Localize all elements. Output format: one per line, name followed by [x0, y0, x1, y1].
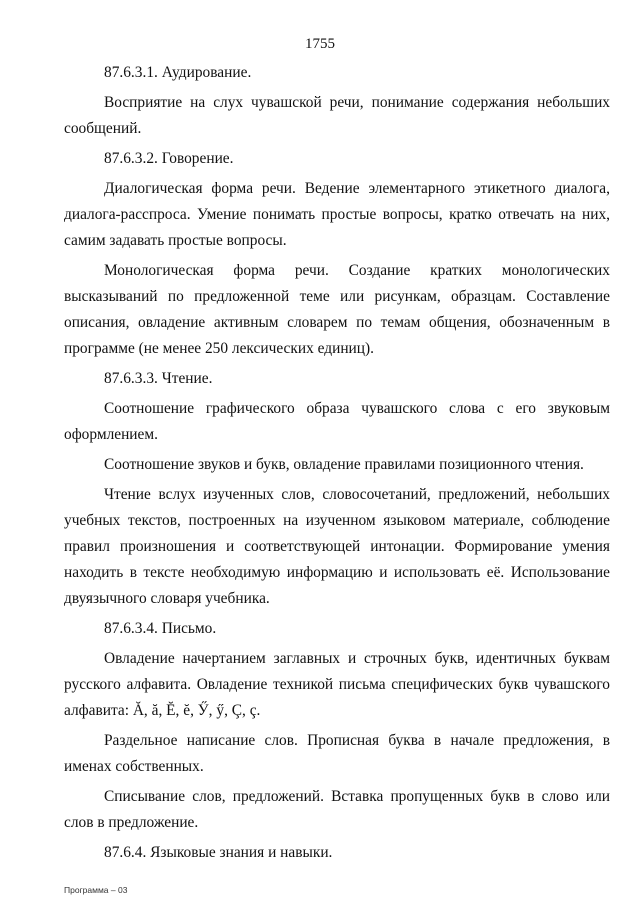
- paragraph: Раздельное написание слов. Прописная буква в начале предложения, в именах собственных.: [64, 732, 610, 775]
- page-footer: Программа – 03: [64, 885, 128, 895]
- section-heading: 87.6.3.4. Письмо.: [104, 620, 217, 637]
- paragraph: Восприятие на слух чувашской речи, понимание содержания небольших сообщений.: [64, 94, 610, 137]
- section-heading: 87.6.4. Языковые знания и навыки.: [104, 844, 333, 861]
- paragraph: Соотношение звуков и букв, овладение правилами позиционного чтения.: [104, 456, 584, 473]
- paragraph: Чтение вслух изученных слов, словосочетаний, предложений, небольших учебных текстов, построенных на изученном языковом материале, соблюдение правил произношения и соответствующей интонации. Формирование умения находить в тексте необходимую информацию и использовать её. Использование двуязычного словаря учебника.: [64, 486, 610, 607]
- paragraph: Монологическая форма речи. Создание кратких монологических высказываний по предложенной теме или рисункам, образцам. Составление описания, овладение активным словарем по темам общения, обозначенным в программе (не менее 250 лексических единиц).: [64, 262, 610, 357]
- paragraph: Диалогическая форма речи. Ведение элементарного этикетного диалога, диалога-расспроса. Умение понимать простые вопросы, кратко отвечать на них, самим задавать простые вопросы.: [64, 180, 610, 249]
- section-heading: 87.6.3.3. Чтение.: [104, 370, 213, 387]
- section-heading: 87.6.3.1. Аудирование.: [104, 64, 252, 81]
- page-number: 1755: [305, 36, 335, 52]
- paragraph: Соотношение графического образа чувашского слова с его звуковым оформлением.: [64, 400, 610, 443]
- paragraph: Списывание слов, предложений. Вставка пропущенных букв в слово или слов в предложение.: [64, 788, 610, 831]
- document-body: [64, 60, 610, 870]
- paragraph: Овладение начертанием заглавных и строчных букв, идентичных буквам русского алфавита. Овладение техникой письма специфических букв чувашского алфавита: Ă, ă, Ĕ, ĕ, Ӳ, ӳ, Ç, ç.: [64, 650, 610, 719]
- section-heading: 87.6.3.2. Говорение.: [104, 150, 234, 167]
